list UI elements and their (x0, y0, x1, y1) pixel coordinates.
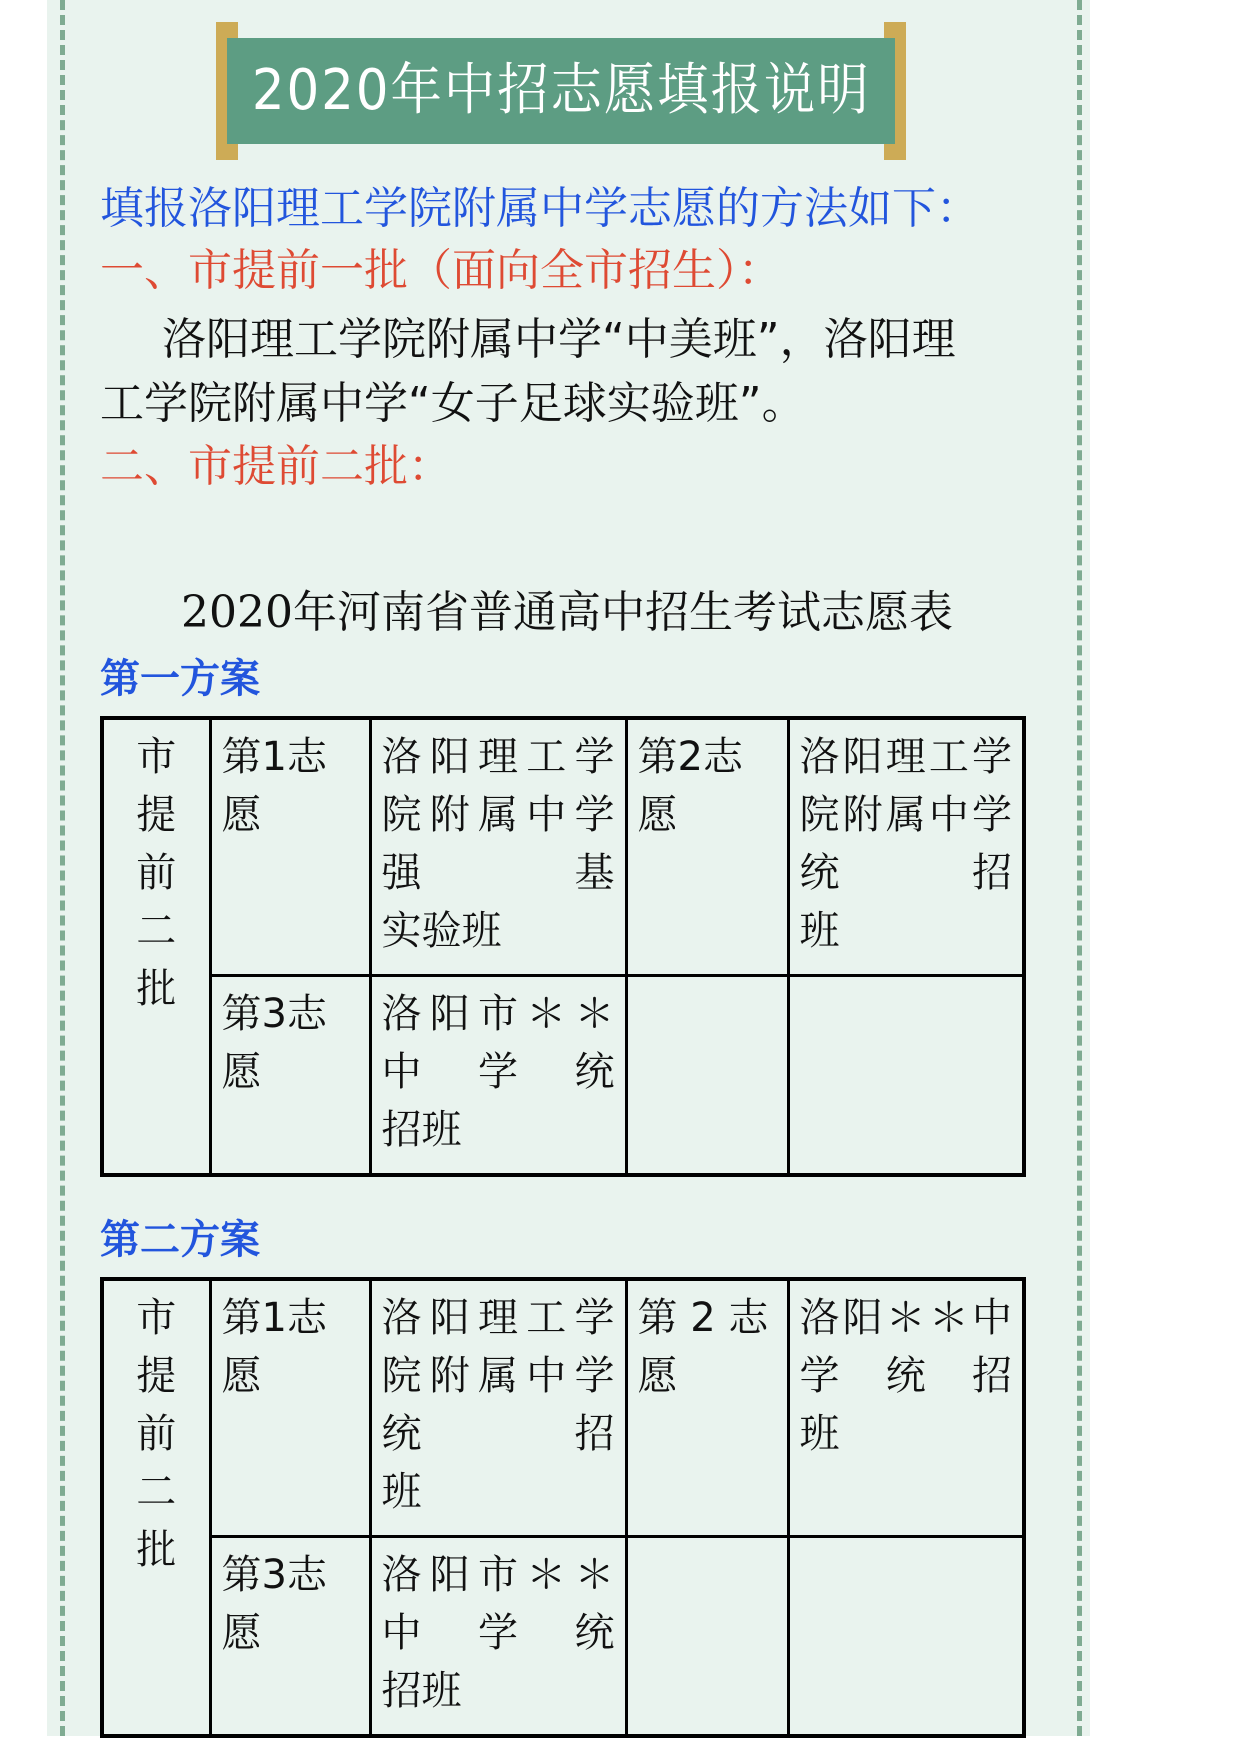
table-row (102, 718, 1024, 976)
scheme-2-r1-second-value-head: 洛阳＊＊中学统招 (799, 1295, 1012, 1399)
document-body (100, 178, 1040, 1738)
banner-plate (227, 38, 895, 144)
scheme-2-batch-label: 市 提 前 二 批 (136, 1295, 177, 1573)
scheme-2-r1-second-value-cell (788, 1279, 1024, 1537)
scheme-2-r1-choice-value-head: 洛阳理工学院附属中学统招 (381, 1295, 615, 1457)
scheme-1-r2-choice-label: 第3志愿 (221, 991, 327, 1095)
scheme-2-r1-second-label: 第 2 志愿 (637, 1295, 769, 1399)
scheme-1-r1-second-value-head: 洛阳理工学院附属中学统招 (799, 734, 1012, 896)
scheme-1-r1-second-value-cell (788, 718, 1024, 976)
scheme-2-table (100, 1277, 1026, 1738)
scheme-1-r1-second-label: 第2志愿 (637, 734, 743, 838)
form-title: 2020年河南省普通高中招生考试志愿表 (181, 587, 953, 638)
table-row (102, 1537, 1024, 1737)
scheme-2-r1-second-value-tail: 班 (799, 1411, 840, 1457)
scheme-2-r2-choice-value-tail: 招班 (381, 1668, 462, 1714)
scheme-2-r1-choice-label-cell (210, 1279, 370, 1537)
scheme-2-r2-choice-value-cell (370, 1537, 626, 1737)
dashed-rule-left (60, 0, 65, 1736)
scheme-2-batch-cell (102, 1279, 210, 1736)
scheme-1-table (100, 716, 1026, 1177)
scheme-1-r1-choice-value-cell (370, 718, 626, 976)
scheme-1-batch-cell (102, 718, 210, 1175)
scheme-1-r2-second-label-cell (626, 976, 788, 1176)
section-1-body-line-2: 工学院附属中学“女子足球实验班”。 (100, 378, 806, 429)
section-1-body (100, 308, 1040, 436)
scheme-1-r1-choice-label: 第1志愿 (221, 734, 327, 838)
title-banner (216, 22, 906, 160)
scheme-1-r2-choice-label-cell (210, 976, 370, 1176)
scheme-2-r2-second-label-cell (626, 1537, 788, 1737)
scheme-1-r1-second-value-tail: 班 (799, 908, 840, 954)
scheme-1-batch-label: 市 提 前 二 批 (136, 734, 177, 1012)
scheme-1-r1-second-label-cell (626, 718, 788, 976)
intro-lead-line: 填报洛阳理工学院附属中学志愿的方法如下： (100, 183, 980, 234)
page-canvas (47, 0, 1090, 1736)
scheme-2-r2-choice-value-head: 洛阳市＊＊中学统 (381, 1552, 615, 1656)
scheme-1-label: 第一方案 (100, 656, 260, 702)
scheme-1-r2-choice-value-tail: 招班 (381, 1107, 462, 1153)
section-1-body-line-1: 洛阳理工学院附属中学“中美班”，洛阳理 (162, 314, 956, 365)
scheme-2-r2-choice-label: 第3志愿 (221, 1552, 327, 1656)
table-row (102, 976, 1024, 1176)
scheme-2-r1-choice-label: 第1志愿 (221, 1295, 327, 1399)
section-2-heading: 二、市提前二批： (100, 441, 452, 492)
scheme-1-r1-choice-value-tail: 实验班 (381, 908, 502, 954)
table-row (102, 1279, 1024, 1537)
dashed-rule-right (1077, 0, 1082, 1736)
page-title: 2020年中招志愿填报说明 (251, 58, 871, 123)
scheme-1-r2-choice-value-head: 洛阳市＊＊中学统 (381, 991, 615, 1095)
scheme-1-r1-choice-label-cell (210, 718, 370, 976)
scheme-1-r1-choice-value-head: 洛阳理工学院附属中学强基 (381, 734, 615, 896)
scheme-2-r1-second-label-cell (626, 1279, 788, 1537)
scheme-1-r2-choice-value-cell (370, 976, 626, 1176)
section-1-heading: 一、市提前一批（面向全市招生）： (100, 245, 782, 296)
scheme-2-r2-choice-label-cell (210, 1537, 370, 1737)
scheme-2-r1-choice-value-tail: 班 (381, 1469, 422, 1515)
scheme-1-r2-second-value-cell (788, 976, 1024, 1176)
scheme-2-label: 第二方案 (100, 1217, 260, 1263)
scheme-2-r1-choice-value-cell (370, 1279, 626, 1537)
scheme-2-r2-second-value-cell (788, 1537, 1024, 1737)
